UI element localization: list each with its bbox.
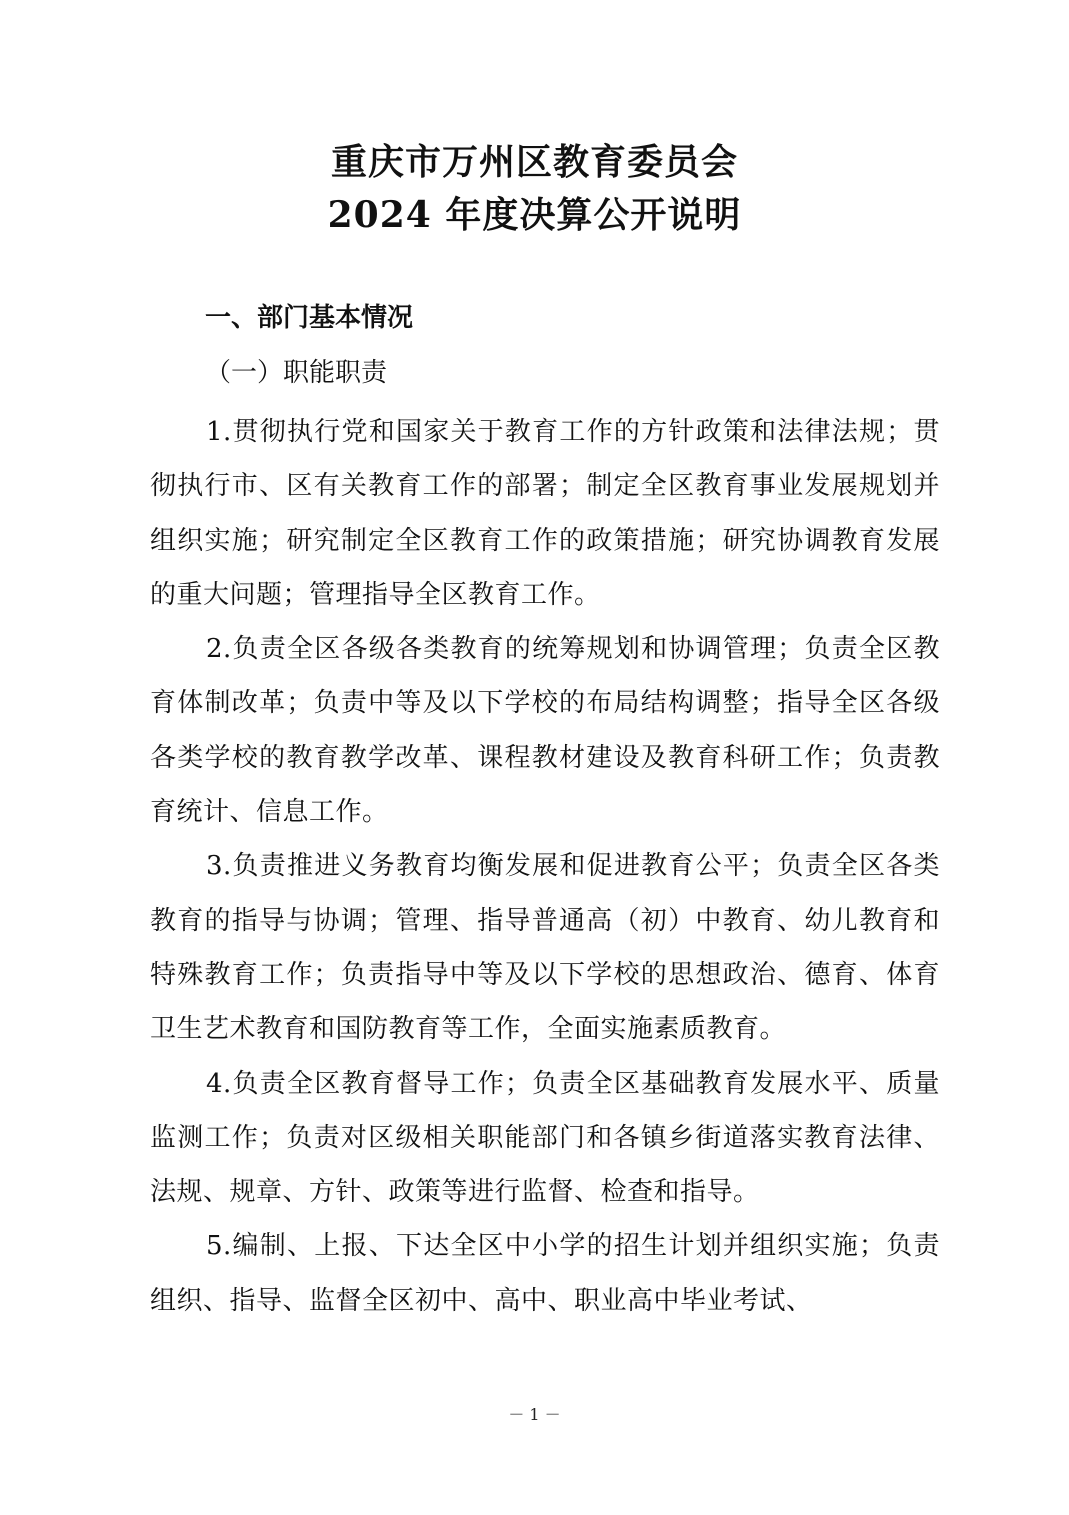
paragraph-1: 1.贯彻执行党和国家关于教育工作的方针政策和法律法规；贯彻执行市、区有关教育工作的部署；制定全区教育事业发展规划并组织实施；研究制定全区教育工作的政策措施；研究协调教育发展的重大问题；管理指导全区教育工作。 — [150, 417, 940, 610]
paragraph-2: 2.负责全区各级各类教育的统筹规划和协调管理；负责全区教育体制改革；负责中等及以下学校的布局结构调整；指导全区各级各类学校的教育教学改革、课程教材建设及教育科研工作；负责教育统计、信息工作。 — [150, 634, 940, 828]
paragraph-3: 3.负责推进义务教育均衡发展和促进教育公平；负责全区各类教育的指导与协调；管理、指导普通高（初）中教育、幼儿教育和特殊教育工作；负责指导中等及以下学校的思想政治、德育、体育卫生艺术教育和国防教育等工作，全面实施素质教育。 — [150, 851, 940, 1045]
paragraph-4: 4.负责全区教育督导工作；负责全区基础教育发展水平、质量监测工作；负责对区级相关职能部门和各镇乡街道落实教育法律、法规、规章、方针、政策等进行监督、检查和指导。 — [150, 1068, 940, 1208]
paragraph-5: 5.编制、上报、下达全区中小学的招生计划并组织实施；负责组织、指导、监督全区初中、高中、职业高中毕业考试、 — [150, 1231, 940, 1316]
section-heading: 一、部门基本情况 — [205, 303, 414, 333]
document-title-line1: 重庆市万州区教育委员会 — [330, 141, 738, 183]
document-title-line2: 2024 年度决算公开说明 — [327, 194, 742, 236]
body-text — [150, 405, 940, 1328]
subsection-heading: （一）职能职责 — [205, 358, 388, 388]
page-number: － 1 － — [508, 1405, 561, 1424]
